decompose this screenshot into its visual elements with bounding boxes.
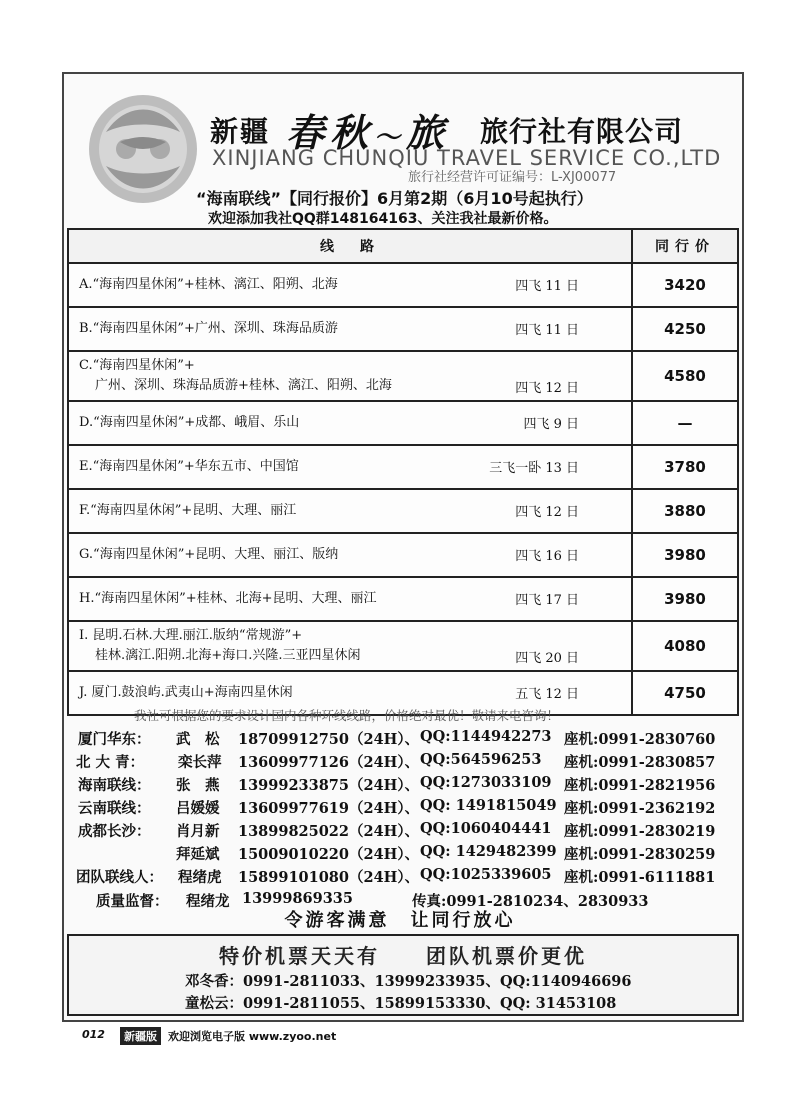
qq-group-notice: 欢迎添加我社QQ群148164163、关注我社最新价格。 <box>208 211 558 227</box>
trip-duration: 五飞 12 日 <box>515 687 579 702</box>
contact-qq: QQ:1025339605 <box>420 866 552 883</box>
trip-duration: 四飞 9 日 <box>523 417 579 432</box>
route-rows <box>68 263 738 715</box>
edition-badge: 新疆版 <box>120 1027 161 1045</box>
contact-landline: 座机:0991-2830219 <box>564 823 716 840</box>
brand-script-part2: 旅 <box>406 110 451 155</box>
price-column-header: 同行价 <box>632 229 738 263</box>
trip-duration: 四飞 11 日 <box>515 323 579 338</box>
contact-phone: 13609977126（24H）、 <box>238 754 420 771</box>
contact-name: 张 燕 <box>176 777 220 794</box>
contact-name: 程绪虎 <box>178 869 222 886</box>
table-row <box>68 445 738 489</box>
contact-name: 肖月新 <box>176 823 220 840</box>
brand-english-name: XINJIANG CHUNQIU TRAVEL SERVICE CO.,LTD <box>212 146 722 170</box>
license-number: 旅行社经营许可证编号：L-XJ00077 <box>408 170 617 185</box>
contact-landline: 座机:0991-2362192 <box>564 800 716 817</box>
brand-script-part1: 春秋 <box>286 110 375 155</box>
supervision-name: 程绪龙 <box>186 893 230 910</box>
contact-list <box>78 726 728 887</box>
peer-price: 3880 <box>632 489 738 533</box>
route-cell <box>68 621 632 671</box>
contact-region: 团队联线人： <box>76 869 163 886</box>
contact-row <box>78 818 728 841</box>
contact-qq: QQ:1273033109 <box>420 774 552 791</box>
brand-suffix: 旅行社有限公司 <box>480 115 684 148</box>
contact-region: 海南联线： <box>78 777 151 794</box>
table-row <box>68 351 738 401</box>
contact-qq: QQ:1060404441 <box>420 820 552 837</box>
contact-qq: QQ: 1491815049 <box>420 797 557 814</box>
contact-qq: QQ:1144942273 <box>420 728 552 745</box>
ticket-slogan: 特价机票天天有 团队机票价更优 <box>219 944 587 968</box>
route-name-continued: 桂林.漓江.阳朔.北海+海口.兴隆.三亚四星休闲 <box>95 648 361 663</box>
table-row <box>68 621 738 671</box>
route-name: C.“海南四星休闲”+ <box>79 358 195 373</box>
route-column-header: 线 路 <box>68 229 632 263</box>
contact-phone: 15009010220（24H）、 <box>238 846 420 863</box>
contact-phone: 13999233875（24H）、 <box>238 777 420 794</box>
peer-price: 3780 <box>632 445 738 489</box>
route-cell <box>68 577 632 621</box>
route-name-continued: 广州、深圳、珠海品质游+桂林、漓江、阳朔、北海 <box>95 378 392 393</box>
trip-duration: 四飞 12 日 <box>515 505 579 520</box>
peer-price: 3980 <box>632 533 738 577</box>
contact-phone: 15899101080（24H）、 <box>238 869 420 886</box>
peer-price: 4750 <box>632 671 738 715</box>
contact-region: 厦门华东： <box>78 731 151 748</box>
contact-phone: 13899825022（24H）、 <box>238 823 420 840</box>
contact-name: 拜延斌 <box>176 846 220 863</box>
peer-price: 4080 <box>632 621 738 671</box>
contact-qq: QQ:564596253 <box>420 751 542 768</box>
route-cell <box>68 401 632 445</box>
price-list-headline: “海南联线”【同行报价】6月第2期（6月10号起执行） <box>196 189 593 208</box>
contact-landline: 座机:0991-6111881 <box>564 869 716 886</box>
route-cell <box>68 351 632 401</box>
peer-price: 4580 <box>632 351 738 401</box>
route-name: B.“海南四星休闲”+广州、深圳、珠海品质游 <box>79 321 338 336</box>
custom-route-advice: 我社可根据您的要求设计国内各种环线线路，价格绝对最优！敬请来电咨询！ <box>134 708 560 723</box>
route-name: F.“海南四星休闲”+昆明、大理、丽江 <box>79 503 297 518</box>
ticket-contact-1: 邓冬香：0991-2811033、13999233935、QQ:1140946696 <box>185 973 632 990</box>
table-header-row <box>68 229 738 263</box>
contact-row <box>78 726 728 749</box>
contact-qq: QQ: 1429482399 <box>420 843 557 860</box>
company-motto: 令游客满意 让同行放心 <box>284 910 516 931</box>
contact-landline: 座机:0991-2830760 <box>564 731 716 748</box>
table-row <box>68 401 738 445</box>
route-cell <box>68 445 632 489</box>
contact-landline: 座机:0991-2821956 <box>564 777 716 794</box>
table-row <box>68 533 738 577</box>
trip-duration: 三飞一卧 13 日 <box>489 461 579 476</box>
contact-row <box>78 795 728 818</box>
trip-duration: 四飞 20 日 <box>515 651 579 666</box>
contact-landline: 座机:0991-2830857 <box>564 754 716 771</box>
contact-region: 成都长沙： <box>78 823 151 840</box>
route-name: I. 昆明.石林.大理.丽江.版纳“常规游”+ <box>79 628 303 643</box>
route-name: D.“海南四星休闲”+成都、峨眉、乐山 <box>79 415 300 430</box>
peer-price: 3420 <box>632 263 738 307</box>
route-cell <box>68 263 632 307</box>
route-name: E.“海南四星休闲”+华东五市、中国馆 <box>79 459 299 474</box>
peer-price: 4250 <box>632 307 738 351</box>
table-row <box>68 263 738 307</box>
route-cell <box>68 307 632 351</box>
supervision-phone: 13999869335 <box>242 890 353 907</box>
contact-phone: 18709912750（24H）、 <box>238 731 420 748</box>
route-cell <box>68 489 632 533</box>
fax-number: 传真:0991-2810234、2830933 <box>412 893 649 910</box>
route-name: A.“海南四星休闲”+桂林、漓江、阳朔、北海 <box>79 277 338 292</box>
contact-row <box>78 864 728 887</box>
route-cell <box>68 533 632 577</box>
contact-name: 栾长萍 <box>178 754 222 771</box>
contact-row <box>78 841 728 864</box>
trip-duration: 四飞 16 日 <box>515 549 579 564</box>
air-ticket-box <box>67 934 739 1016</box>
trip-duration: 四飞 17 日 <box>515 593 579 608</box>
contact-name: 武 松 <box>176 731 220 748</box>
contact-row <box>78 772 728 795</box>
brand-name <box>210 108 730 155</box>
price-table <box>67 228 739 716</box>
peer-price: — <box>632 401 738 445</box>
contact-region: 北 大 青： <box>76 754 145 771</box>
trip-duration: 四飞 11 日 <box>515 279 579 294</box>
table-row <box>68 307 738 351</box>
peer-price: 3980 <box>632 577 738 621</box>
supervision-label: 质量监督： <box>96 893 169 910</box>
route-name: J. 厦门.鼓浪屿.武夷山+海南四星休闲 <box>79 685 293 700</box>
contact-row <box>78 749 728 772</box>
route-name: H.“海南四星休闲”+桂林、北海+昆明、大理、丽江 <box>79 591 377 606</box>
contact-region: 云南联线： <box>78 800 151 817</box>
page-number: 012 <box>82 1028 105 1041</box>
table-row <box>68 577 738 621</box>
route-name: G.“海南四星休闲”+昆明、大理、丽江、版纳 <box>79 547 339 562</box>
table-row <box>68 489 738 533</box>
ticket-contact-2: 童松云：0991-2811055、15899153330、QQ: 31453108 <box>185 995 617 1012</box>
brand-prefix: 新疆 <box>210 115 271 148</box>
company-logo <box>86 92 200 206</box>
contact-phone: 13609977619（24H）、 <box>238 800 420 817</box>
trip-duration: 四飞 12 日 <box>515 381 579 396</box>
brand-script: 春秋〜旅 <box>286 110 451 155</box>
website-promo: 欢迎浏览电子版 www.zyoo.net <box>168 1030 337 1043</box>
contact-landline: 座机:0991-2830259 <box>564 846 716 863</box>
contact-name: 吕媛媛 <box>176 800 220 817</box>
